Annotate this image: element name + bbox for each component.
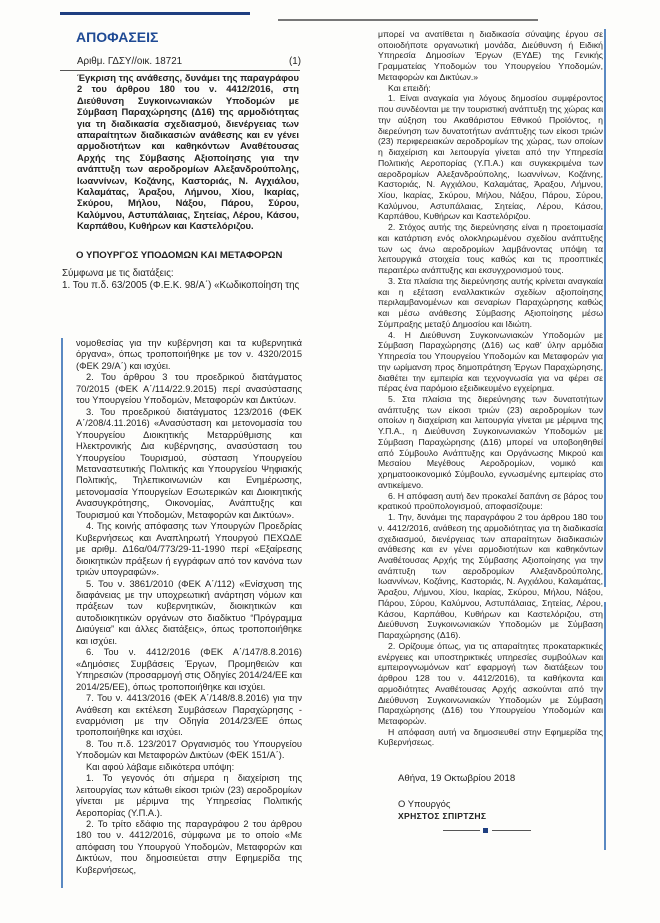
signer-role: Ο Υπουργός xyxy=(398,798,451,809)
left-column-text xyxy=(76,338,302,876)
top-rule-right xyxy=(278,19,538,21)
paragraph: 1. Την, δυνάμει της παραγράφου 2 του άρθρου 180 του ν. 4412/2016, ανάθεση της αρμοδιότητας για τη διαδικασία σχεδιασμού, διενέργειας των απαραίτητων διαδικασιών ανάθεσης και εν γένει αρμοδιοτήτων και καθηκόντων Αναθέτουσας Αρχής της Σύμβασης Αξιοποίησης για την ανάπτυξη των αεροδρομίων Αλεξανδρούπολης, Ιωαννίνων, Κοζάνης, Καστοριάς, Ν. Αγχιάλου, Καλαμάτας, Άραξου, Λήμνου, Χίου, Ικαρίας, Σκύρου, Μήλου, Νάξου, Πάρου, Σύρου, Καλύμνου, Αστυπάλαιας, Σητείας, Λέρου, Κάσου, Καρπάθου, Κυθήρων και Καστελόριζου, στη Διεύθυνση Συγκοινωνιακών Υποδομών με Σύμβαση Παραχώρησης (Δ16). xyxy=(378,512,603,641)
paragraph: 8. Του π.δ. 123/2017 Οργανισμός του Υπουργείου Υποδομών και Μεταφορών Δικτύων (ΦΕΚ 151/Α΄). xyxy=(76,738,302,761)
paragraph: 5. Στα πλαίσια της διερεύνησης των δυνατοτήτων ανάπτυξης των είκοσι τριών (23) αεροδρομίων των οποίων η διαχείριση και λειτουργία γίνεται με μέριμνα της Υ.Π.Α., η Διεύθυνση Συγκοινωνιακών Υποδομών με Σύμβαση Παραχώρησης (Δ16) μπορεί να υποβοηθηθεί από Σύμβουλο Ανάπτυξης και Οργάνωσης Μικρού και Μεσαίου Μεγέθους Αεροδρομίων, νομικό και χρηματοοικονομικό Σύμβουλο, εγνωσμένης εμπειρίας στο αντικείμενο. xyxy=(378,393,603,490)
provision-item-1-start: 1. Του π.δ. 63/2005 (Φ.Ε.Κ. 98/Α΄) «Κωδικοποίηση της xyxy=(62,280,300,291)
right-column-bar xyxy=(604,29,606,587)
decision-subject: Έγκριση της ανάθεσης, δυνάμει της παραγράφου 2 του άρθρου 180 του ν. 4412/2016, στη Διεύθυνση Συγκοινωνιακών Υποδομών με Σύμβαση Παραχώρησης (Δ16) της αρμοδιότητας για τη διαδικασία σχεδιασμού, διενέργειας των απαραίτητων διαδικασιών ανάθεσης και εν γένει αρμοδιοτήτων και καθηκόντων Αναθέτουσας Αρχής της Σύμβασης Αξιοποίησης για την ανάπτυξη των αεροδρομίων Αλεξανδρούπολης, Ιωαννίνων, Κοζάνης, Καστοριάς, Ν. Αγχιάλου, Καλαμάτας, Άραξου, Λήμνου, Χίου, Ικαρίας, Σκύρου, Μήλου, Νάξου, Πάρου, Σύρου, Καλύμνου, Αστυπάλαιας, Σητείας, Λέρου, Κάσου, Καρπάθου, Κυθήρων και Καστελόριζου. xyxy=(77,72,299,232)
decision-number-underline xyxy=(60,70,300,71)
paragraph: 5. Του ν. 3861/2010 (ΦΕΚ Α΄/112) «Ενίσχυση της διαφάνειας με την υποχρεωτική ανάρτηση νόμων και πράξεων των κυβερνητικών, διοικητικών και αυτοδιοικητικών οργάνων στο διαδίκτυο “Πρόγραμμα Διαύγεια” και άλλες διατάξεις», όπως τροποποιήθηκε και ισχύει. xyxy=(76,578,302,646)
paragraph: νομοθεσίας για την κυβέρνηση και τα κυβερνητικά όργανα», όπως τροποποιήθηκε με τον ν. 4320/2015 (ΦΕΚ 29/Α΄) και ισχύει. xyxy=(76,338,302,371)
paragraph: 6. Του ν. 4412/2016 (ΦΕΚ Α΄/147/8.8.2016) «Δημόσιες Συμβάσεις Έργων, Προμηθειών και Υπηρεσιών (προσαρμογή στις Οδηγίες 2014/24/ΕΕ και 2014/25/ΕΕ), όπως τροποποιήθηκε και ισχύει. xyxy=(76,647,302,692)
paragraph: 2. Ορίζουμε όπως, για τις απαραίτητες προκαταρκτικές ενέργειες και υποστηρικτικές υπηρεσίες συμβούλων και εμπειρογνωμόνων κατ’ εφαρμογή των διατάξεων του άρθρου 128 του ν. 4412/2016), τα καθήκοντα και αρμοδιότητες Αναθέτουσας Αρχής ασκούνται από την Διεύθυνση Συγκοινωνιακών Υποδομών με Σύμβαση Παραχώρησης (Δ16) του Υπουργείου Υποδομών και Μεταφορών. xyxy=(378,640,603,726)
ornament-line xyxy=(443,830,480,831)
paragraph: 4. Της κοινής απόφασης των Υπουργών Προεδρίας Κυβερνήσεως και Αναπληρωτή Υπουργού ΠΕΧΩΔΕ με αριθμ. Δ16α/04/773/29-11-1990 περί «Εξαίρεσης διοικητικών πράξεων ή εγγράφων από τον κανόνα των τριών υπογραφών». xyxy=(76,521,302,578)
signer-name: ΧΡΗΣΤΟΣ ΣΠΙΡΤΖΗΣ xyxy=(398,811,487,821)
ornament-line xyxy=(492,830,531,831)
provisions-intro: Σύμφωνα με τις διατάξεις: xyxy=(62,268,174,279)
paragraph: 7. Του ν. 4413/2016 (ΦΕΚ Α΄/148/8.8.2016) για την Ανάθεση και εκτέλεση Συμβάσεων Παραχώρησης - εναρμόνιση με την Οδηγία 2014/23/ΕΕ όπως τροποποιήθηκε και ισχύει. xyxy=(76,693,302,738)
decision-number: Αριθμ. ΓΔΣΥ//οικ. 18721 xyxy=(77,56,183,67)
paragraph: 3. Στα πλαίσια της διερεύνησης αυτής κρίνεται αναγκαία και η εξέταση εναλλακτικών σχεδίων αξιοποίησης περιλαμβανομένων και σεναρίων Παραχώρησης καθώς και μέσω ανάθεσης Σύμβασης Αξιοποίησης μέσω Σύμπραξης μεταξύ Δημοσίου και Ιδιώτη. xyxy=(378,275,603,329)
right-column-text xyxy=(378,29,603,748)
decision-number-line xyxy=(77,56,301,67)
ornament-square-icon xyxy=(483,828,488,833)
paragraph: μπορεί να ανατίθεται η διαδικασία σύναψης έργου σε οποιοδήποτε οργανωτική μονάδα, Διεύθυνση ή Ειδική Υπηρεσία Δημοσίων Έργων (ΕΥΔΕ) της Γενικής Γραμματείας Υποδομών του Υπουργείου Υποδομών, Μεταφορών και Δικτύων.» xyxy=(378,29,603,82)
minister-heading: Ο ΥΠΟΥΡΓΟΣ ΥΠΟΔΟΜΩΝ ΚΑΙ ΜΕΤΑΦΟΡΩΝ xyxy=(76,250,283,261)
paragraph: 2. Του άρθρου 3 του προεδρικού διατάγματος 70/2015 (ΦΕΚ Α΄/114/22.9.2015) περί ανασύστασης του Υπουργείου Υποδομών, Μεταφορών και Δικτύων. xyxy=(76,372,302,406)
paragraph: 2. Το τρίτο εδάφιο της παραγράφου 2 του άρθρου 180 του ν. 4412/2016, σύμφωνα με το οποίο «Με απόφαση του Υπουργού Υποδομών, Μεταφορών και Δικτύων, που δημοσιεύεται στην Εφημερίδα της Κυβερνήσεως, xyxy=(76,819,302,875)
paragraph: Και επειδή: xyxy=(388,82,431,93)
end-ornament xyxy=(443,828,533,834)
top-rule xyxy=(60,12,250,15)
right-column-bar xyxy=(604,602,606,850)
decision-index: (1) xyxy=(289,56,301,67)
paragraph: 2. Στόχος αυτής της διερεύνησης είναι η προετοιμασία και κατάρτιση ενός ολοκληρωμένου σχεδίου ανάπτυξης των ως άνω αεροδρομίων λαμβάνοντας υπόψη τα λειτουργικά στοιχεία τους καθώς και τις προοπτικές περαιτέρω ανάπτυξης και εκσυγχρονισμού τους. xyxy=(378,222,603,276)
paragraph: 4. Η Διεύθυνση Συγκοινωνιακών Υποδομών με Σύμβαση Παραχώρησης (Δ16) ως καθ’ ύλην αρμόδια Υπηρεσία του Υπουργείου Υποδομών και Μεταφορών για την ωρίμανση προς δημοπράτηση Έργων Παραχώρησης, διαθέτει την εμπειρία και τεχνογνωσία για να φέρει σε πέρας ένα παρόμοιο εξειδικευμένο εγχείρημα. xyxy=(378,329,603,394)
date-line: Αθήνα, 19 Οκτωβρίου 2018 xyxy=(398,773,516,784)
left-column-bar xyxy=(61,338,63,888)
paragraph: 1. Το γεγονός ότι σήμερα η διαχείριση της λειτουργίας των κάτωθι είκοσι τριών (23) αεροδρομίων γίνεται με μέριμνα της Υπηρεσίας Πολιτικής Αεροπορίας (Υ.Π.Α.). xyxy=(76,773,302,818)
paragraph: 3. Του προεδρικού διατάγματος 123/2016 (ΦΕΚ Α΄/208/4.11.2016) «Ανασύσταση και μετονομασία του Υπουργείου Διοικητικής Μεταρρύθμισης και Ηλεκτρονικής Δια κυβέρνησης, ανασύσταση του Υπουργείου Τουρισμού, σύσταση Υπουργείου Μεταναστευτικής Πολιτικής και Υπουργείου Ψηφιακής Πολιτικής, Τηλεπικοινωνιών και Ενημέρωσης, μετονομασία Υπουργείων Εσωτερικών και Διοικητικής Ανασυγκρότησης, Οικονομίας, Ανάπτυξης και Τουρισμού και Υποδομών, Μεταφορών και Δικτύων». xyxy=(76,406,302,520)
section-title: ΑΠΟΦΑΣΕΙΣ xyxy=(76,29,159,45)
paragraph: 6. Η απόφαση αυτή δεν προκαλεί δαπάνη σε βάρος του κρατικού προϋπολογισμού, αποφασίζουμε: xyxy=(378,490,603,512)
paragraph: Και αφού λάβαμε ειδικότερα υπόψη: xyxy=(86,761,235,772)
paragraph: 1. Είναι αναγκαία για λόγους δημοσίου συμφέροντος που συνδέονται με την τουριστική ανάπτυξη της χώρας και την αύξηση του Ακαθάριστου Εθνικού Προϊόντος, η διερεύνηση των δυνατοτήτων ανάπτυξης των είκοσι τριών (23) περιφερειακών αεροδρομίων της χώρας, των οποίων η διαχείριση και λειτουργία γίνεται από την Υπηρεσία Πολιτικής Αεροπορίας (Υ.Π.Α.) και συγκεκριμένα των αεροδρομίων Αλεξανδρούπολης, Ιωαννίνων, Κοζάνης, Καστοριάς, Ν. Αγχιάλου, Καλαμάτας, Άραξου, Λήμνου, Χίου, Ικαρίας, Σκύρου, Μήλου, Νάξου, Πάρου, Σύρου, Καλύμνου, Αστυπάλαιας, Σητείας, Λέρου, Κάσου, Καρπάθου, Κυθήρων και Καστελόριζου. xyxy=(378,93,603,222)
paragraph: Η απόφαση αυτή να δημοσιευθεί στην Εφημερίδα της Κυβερνήσεως. xyxy=(378,726,603,748)
